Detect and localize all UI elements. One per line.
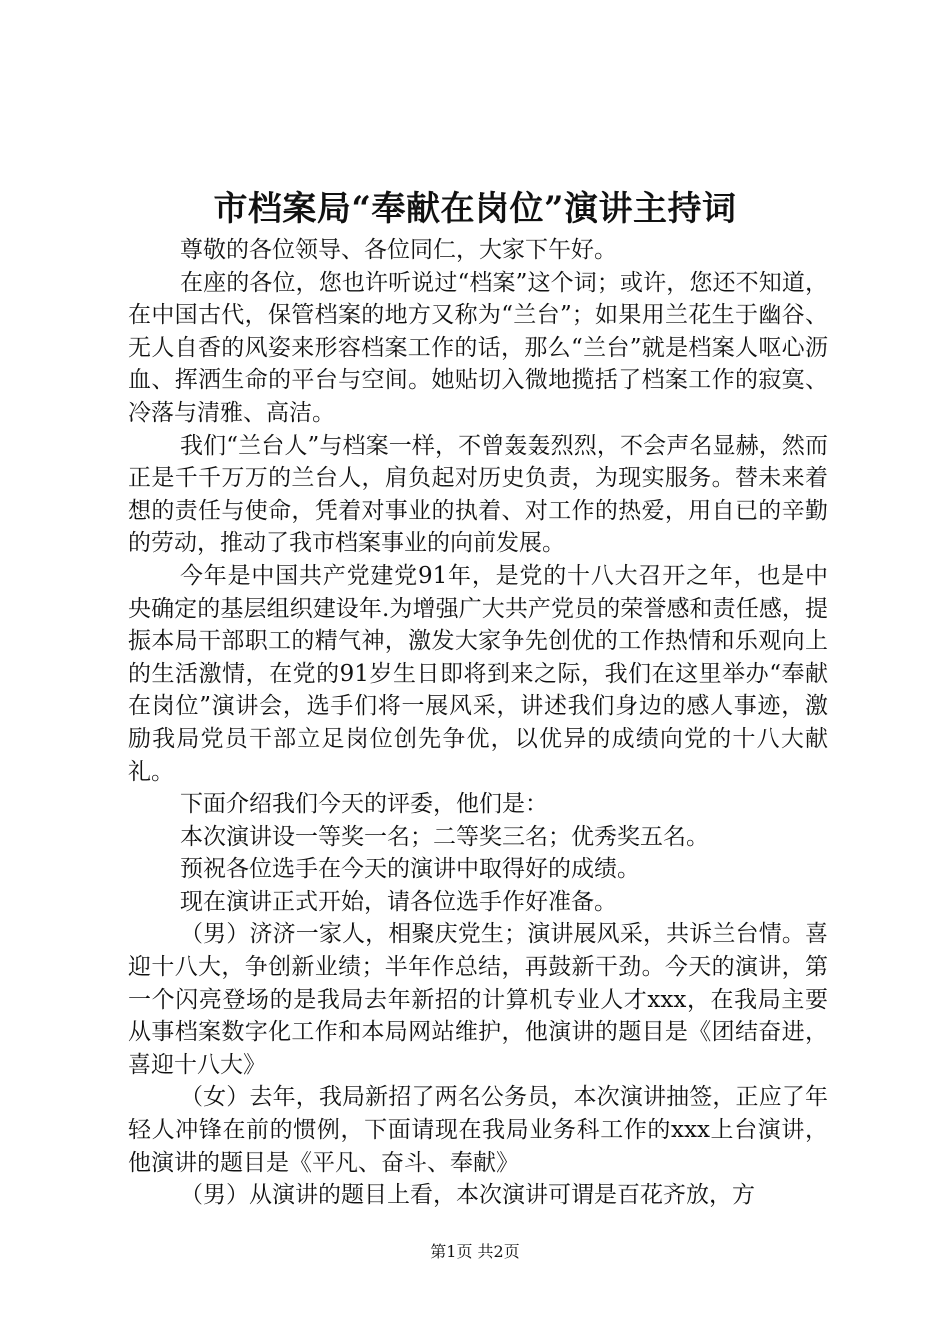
paragraph-judges: 下面介绍我们今天的评委，他们是：: [180, 791, 548, 818]
paragraph-start: 现在演讲正式开始，请各位选手作好准备。: [180, 888, 617, 915]
page-footer: 第1页 共2页: [430, 1242, 520, 1261]
paragraph-event-purpose: 今年是中国共产党建党91年，是党的十八大召开之年，也是中央确定的基层组织建设年.为增强广大共产党员的荣誉感和责任感，提振本局干部职工的精气神，激发大家争先创优的工作热情和乐观向上的生活激情，在党的91岁生日即将到来之际，我们在这里举办“奉献在岗位”演讲会，选手们将一展风采，讲述我们身边的感人事迹，激励我局党员干部立足岗位创先争优，以优异的成绩向党的十八大献礼。: [128, 562, 828, 785]
paragraph-greeting: 尊敬的各位领导、各位同仁，大家下午好。: [180, 237, 617, 263]
document-title: 市档案局“奉献在岗位”演讲主持词: [213, 189, 737, 229]
paragraph-female-host: （女）去年，我局新招了两名公务员，本次演讲抽签，正应了年轻人冲锋在前的惯例，下面请现在我局业务科工作的xxx上台演讲，他演讲的题目是《平凡、奋斗、奉献》: [128, 1084, 828, 1176]
paragraph-wishes: 预祝各位选手在今天的演讲中取得好的成绩。: [180, 856, 640, 883]
paragraph-male-host-1: （男）济济一家人，相聚庆党生；演讲展风采，共诉兰台情。喜迎十八大，争创新业绩；半年作总结，再鼓新干劲。今天的演讲，第一个闪亮登场的是我局去年新招的计算机专业人才xxx，在我局主要从事档案数字化工作和本局网站维护，他演讲的题目是《团结奋进，喜迎十八大》: [128, 921, 828, 1078]
paragraph-lantai-intro: 在座的各位，您也许听说过“档案”这个词；或许，您还不知道，在中国古代，保管档案的地方又称为“兰台”；如果用兰花生于幽谷、无人自香的风姿来形容档案工作的话，那么“兰台”就是档案人呕心沥血、挥洒生命的平台与空间。她贴切入微地揽括了档案工作的寂寞、冷落与清雅、高洁。: [128, 269, 828, 426]
document-body: [128, 234, 828, 1212]
paragraph-awards: 本次演讲设一等奖一名；二等奖三名；优秀奖五名。: [180, 823, 709, 850]
paragraph-male-host-2: （男）从演讲的题目上看，本次演讲可谓是百花齐放，方: [180, 1182, 755, 1209]
paragraph-lantai-people: 我们“兰台人”与档案一样，不曾轰轰烈烈，不会声名显赫，然而正是千千万万的兰台人，肩负起对历史负责，为现实服务。替未来着想的责任与使命，凭着对事业的执着、对工作的热爱，用自已的辛勤的劳动，推动了我市档案事业的向前发展。: [128, 432, 828, 557]
